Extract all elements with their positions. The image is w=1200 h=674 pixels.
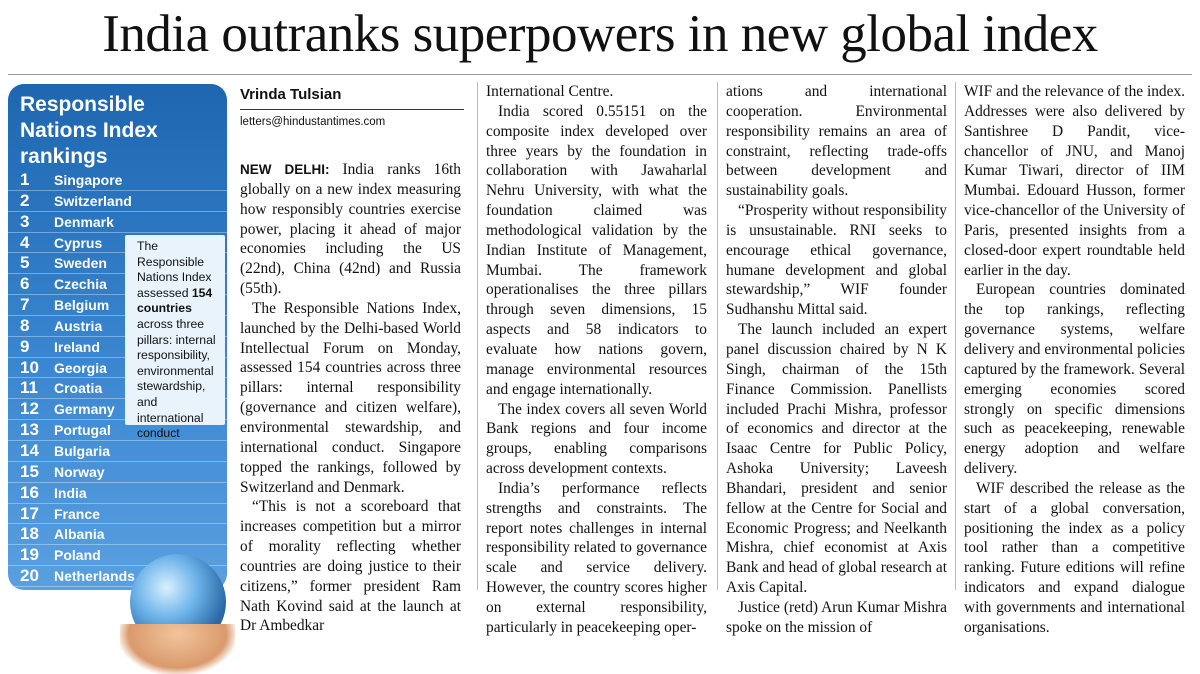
article-paragraph — [486, 102, 707, 400]
sidebar-title: Responsible Nations Index rankings — [20, 93, 158, 168]
rank-number: 17 — [20, 503, 39, 523]
paragraph-text: The launch included an expert panel discussion chaired by N K Singh, chairman of the 15th Finance Commission. Panellists included Prachi Mishra, professor of economics and director at the Isaac Centre for Public Policy, Ashoka University; Laveesh Bhandari, president and senior fellow at the Centre for Social and Economic Progress; and Neelkanth Mishra, chief economist at Axis Bank and head of global research at Axis Capital. — [726, 321, 947, 597]
info-text-after: across three pillars: internal responsibility, environmental stewardship, and international conduct — [137, 316, 216, 441]
country-name: Ireland — [54, 338, 100, 355]
country-name: Poland — [54, 547, 101, 564]
paragraph-text: “Prosperity without responsibility is unsustainable. RNI seeks to encourage ethical governance, humane development and global stewardship,” WIF founder Sudhanshu Mittal said. — [726, 202, 947, 319]
country-name: Belgium — [54, 297, 110, 314]
rank-number: 13 — [20, 420, 39, 440]
article-paragraph — [240, 299, 461, 497]
rank-number: 1 — [20, 170, 30, 189]
paragraph-text: WIF and the relevance of the index. Addresses were also delivered by Santishree D Pandit, vice-chancellor of JNU, and Manoj Kumar Tiwari, director of IIM Mumbai. Edouard Husson, former vice-chancellor of the University of Paris, presented insights from a closed-door expert roundtable held earlier in the day. — [964, 83, 1185, 279]
country-name: Singapore — [54, 172, 123, 188]
rank-number: 14 — [20, 440, 39, 460]
rank-number: 2 — [20, 190, 30, 210]
paragraph-text: India ranks 16th globally on a new index measuring how responsibly countries exercise power, placing it ahead of major economies including the US (22nd), China (42nd) and Russia (55th). — [240, 161, 461, 298]
country-name: India — [54, 484, 87, 501]
country-name: Georgia — [54, 359, 107, 376]
article-column-1 — [240, 160, 461, 635]
ranking-row — [8, 462, 227, 483]
article-paragraph — [726, 598, 947, 638]
paragraph-text: International Centre. — [486, 83, 614, 100]
ranking-row — [8, 191, 227, 212]
rank-number: 8 — [20, 315, 30, 335]
column-rule — [477, 82, 478, 590]
article-column-4 — [964, 82, 1185, 636]
info-text-before: The Responsible Nations Index assessed — [137, 239, 212, 300]
country-name: Albania — [54, 526, 105, 543]
country-name: Croatia — [54, 380, 103, 397]
country-name: Denmark — [54, 213, 114, 230]
index-info-box — [125, 235, 225, 441]
column-rule — [955, 82, 956, 590]
country-name: Switzerland — [54, 192, 132, 209]
article-column-3 — [726, 82, 947, 636]
dateline: NEW DELHI: — [240, 162, 343, 177]
article-paragraph — [486, 479, 707, 638]
article-paragraph — [964, 479, 1185, 638]
headline: India outranks superpowers in new global index — [102, 5, 1098, 63]
rank-number: 12 — [20, 399, 39, 419]
rank-number: 6 — [20, 274, 30, 294]
info-text-bold: 154 countries — [137, 285, 213, 316]
author-email: letters@hindustantimes.com — [240, 116, 386, 128]
rank-number: 19 — [20, 545, 39, 565]
article-paragraph — [240, 497, 461, 636]
rankings-sidebar — [8, 84, 227, 590]
country-name: Austria — [54, 317, 103, 334]
country-name: France — [54, 505, 100, 522]
byline-rule — [240, 109, 464, 110]
article-paragraph — [726, 82, 947, 201]
country-name: Norway — [54, 463, 105, 480]
country-name: Cyprus — [54, 234, 103, 251]
rank-number: 9 — [20, 336, 30, 356]
rank-number: 5 — [20, 253, 30, 273]
rank-number: 15 — [20, 461, 39, 481]
paragraph-text: India scored 0.55151 on the composite index developed over three years by the foundation in collaboration with Jawaharlal Nehru University, with what the foundation claimed was methodological validation by the Indian Institute of Management, Mumbai. The framework operationalises the three pillars through seven dimensions, 15 aspects and 58 indicators to evaluate how nations govern, manage environmental resources and engage internationally. — [486, 102, 707, 398]
ranking-row — [8, 524, 227, 545]
paragraph-text: The Responsible Nations Index, launched by the Delhi-based World Intellectual Forum on Monday, assessed 154 countries across three pillars: internal responsibility (governance and citizen welfare), environmental stewardship, and international conduct. Singapore topped the rankings, followed by Switzerland and Denmark. — [240, 299, 461, 496]
country-name: Germany — [54, 401, 115, 418]
paragraph-text: Justice (retd) Arun Kumar Mishra spoke on the mission of — [726, 598, 947, 636]
article-paragraph — [240, 160, 461, 299]
paragraph-text: “This is not a scoreboard that increases competition but a mirror of morality reflecting whether countries are doing justice to their citizens,” former president Ram Nath Kovind said at the launch at Dr Ambedkar — [240, 498, 461, 635]
ranking-row — [8, 441, 227, 462]
article-column-2 — [486, 82, 707, 636]
rank-number: 3 — [20, 211, 30, 231]
article-paragraph — [726, 201, 947, 320]
rank-number: 4 — [20, 232, 30, 252]
paragraph-text: The index covers all seven World Bank regions and four income groups, enabling comparisons across development contexts. — [486, 400, 707, 478]
rank-number: 18 — [20, 524, 39, 544]
column-rule — [717, 82, 718, 590]
country-name: Sweden — [54, 255, 107, 272]
rank-number: 11 — [20, 378, 38, 398]
article-paragraph — [964, 280, 1185, 478]
rank-number: 7 — [20, 295, 30, 315]
article-paragraph — [726, 320, 947, 598]
article-paragraph — [964, 82, 1185, 280]
paragraph-text: European countries dominated the top rankings, reflecting governance systems, welfare delivery and environmental policies captured by the framework. Several emerging economies scored strongly on specific dimensions such as peacekeeping, renewable energy adoption and welfare delivery. — [964, 281, 1185, 478]
rank-number: 10 — [20, 357, 39, 377]
headline-divider — [8, 74, 1192, 75]
ranking-row — [8, 504, 227, 525]
article-paragraph — [486, 400, 707, 479]
hands-illustration — [120, 624, 235, 674]
ranking-row — [8, 212, 227, 233]
rank-number: 20 — [20, 566, 39, 586]
country-name: Portugal — [54, 422, 111, 439]
paragraph-text: India’s performance reflects strengths and constraints. The report notes challenges in internal responsibility related to governance scale and service delivery. However, the country scores higher on external responsibility, particularly in peacekeeping oper- — [486, 479, 707, 636]
ranking-row — [8, 483, 227, 504]
paragraph-text: ations and international cooperation. Environmental responsibility remains an area of constraint, reflecting trade-offs between development and sustainability goals. — [726, 83, 947, 200]
country-name: Netherlands — [54, 568, 135, 585]
article-paragraph — [486, 82, 707, 102]
byline: Vrinda Tulsian — [240, 86, 342, 103]
country-name: Czechia — [54, 276, 107, 293]
country-name: Bulgaria — [54, 442, 111, 459]
paragraph-text: WIF described the release as the start of a global conversation, positioning the index as a policy tool rather than a competitive ranking. Future editions will refine indicators and expand dialogue with governments and international organisations. — [964, 479, 1185, 636]
ranking-row — [8, 170, 227, 191]
rank-number: 16 — [20, 482, 39, 502]
